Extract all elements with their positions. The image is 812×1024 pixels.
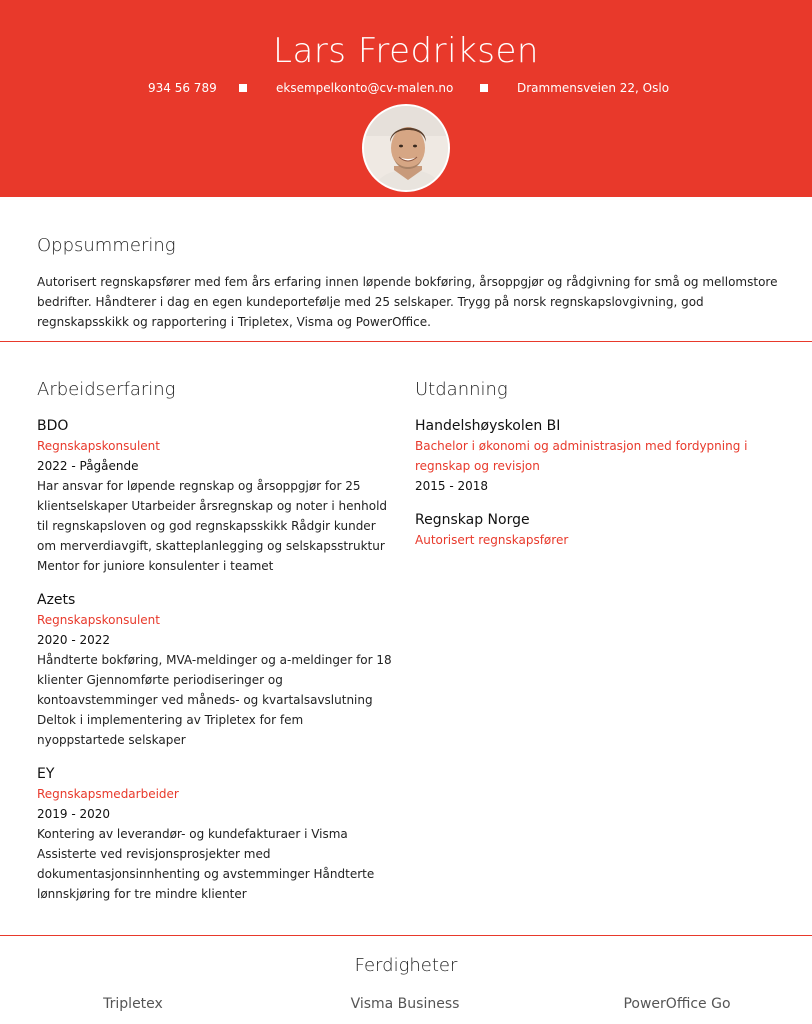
experience-entry (37, 590, 392, 750)
education-entry (415, 510, 760, 550)
company-name: BDO (37, 418, 69, 434)
skill-item: Tripletex (103, 996, 163, 1012)
job-role: Regnskapskonsulent (37, 613, 160, 627)
summary-text: Autorisert regnskapsfører med fem års erfaring innen løpende bokføring, årsoppgjør og rådgivning for små og mellomstore bedrifter. Håndterer i dag en egen kundeportefølje med 25 selskaper. Trygg på norsk regnskapslovgivning, god regnskapsskikk og rapportering i Tripletex, Visma og PowerOffice. (37, 275, 778, 329)
job-period: 2019 - 2020 (37, 807, 111, 821)
company-name: EY (37, 766, 55, 782)
experience-title: Arbeidserfaring (37, 379, 176, 400)
square-bullet-icon (480, 84, 488, 92)
section-divider (0, 341, 812, 342)
address-text: Drammensveien 22, Oslo (517, 81, 670, 95)
degree-name: Autorisert regnskapsfører (415, 533, 569, 547)
skill-item: Visma Business (350, 996, 460, 1012)
job-description: Har ansvar for løpende regnskap og årsoppgjør for 25 klientselskaper Utarbeider årsregnskap og noter i henhold til regnskapsloven og god regnskapsskikk Rådgir kunder om merverdiavgift, skatteplanlegging og selskapsstruktur Mentor for juniore konsulenter i teamet (37, 479, 388, 573)
education-section (415, 378, 760, 564)
profile-photo-icon (364, 106, 450, 192)
skill-item: PowerOffice Go (623, 996, 731, 1012)
avatar (362, 104, 450, 192)
job-role: Regnskapskonsulent (37, 439, 160, 453)
summary-title: Oppsummering (37, 235, 176, 256)
skills-title: Ferdigheter (354, 955, 458, 976)
experience-entry (37, 764, 392, 904)
person-name: Lars Fredriksen (273, 31, 539, 71)
square-bullet-icon (239, 84, 247, 92)
job-period: 2020 - 2022 (37, 633, 111, 647)
contact-row (0, 78, 812, 98)
job-description: Håndterte bokføring, MVA-meldinger og a-meldinger for 18 klienter Gjennomførte periodiseringer og kontoavstemminger ved måneds- og kvartalsavslutning Deltok i implementering av Tripletex for fem nyoppstartede selskaper (37, 653, 392, 747)
cv-header (0, 0, 812, 197)
email-text: eksempelkonto@cv-malen.no (276, 81, 454, 95)
section-divider (0, 935, 812, 936)
school-name: Regnskap Norge (415, 512, 530, 528)
job-description: Kontering av leverandør- og kundefakturaer i Visma Assisterte ved revisjonsprosjekter med dokumentasjonsinnhenting og avstemminger Håndterte lønnskjøring for tre mindre klienter (37, 827, 375, 901)
education-title: Utdanning (415, 379, 508, 400)
school-name: Handelshøyskolen BI (415, 418, 561, 434)
education-period: 2015 - 2018 (415, 479, 489, 493)
degree-name: Bachelor i økonomi og administrasjon med fordypning i regnskap og revisjon (415, 439, 748, 473)
phone-text: 934 56 789 (148, 81, 217, 95)
summary-section (37, 234, 782, 332)
company-name: Azets (37, 592, 76, 608)
experience-section (37, 378, 392, 918)
experience-entry (37, 416, 392, 576)
job-period: 2022 - Pågående (37, 459, 139, 473)
job-role: Regnskapsmedarbeider (37, 787, 179, 801)
education-entry (415, 416, 760, 496)
